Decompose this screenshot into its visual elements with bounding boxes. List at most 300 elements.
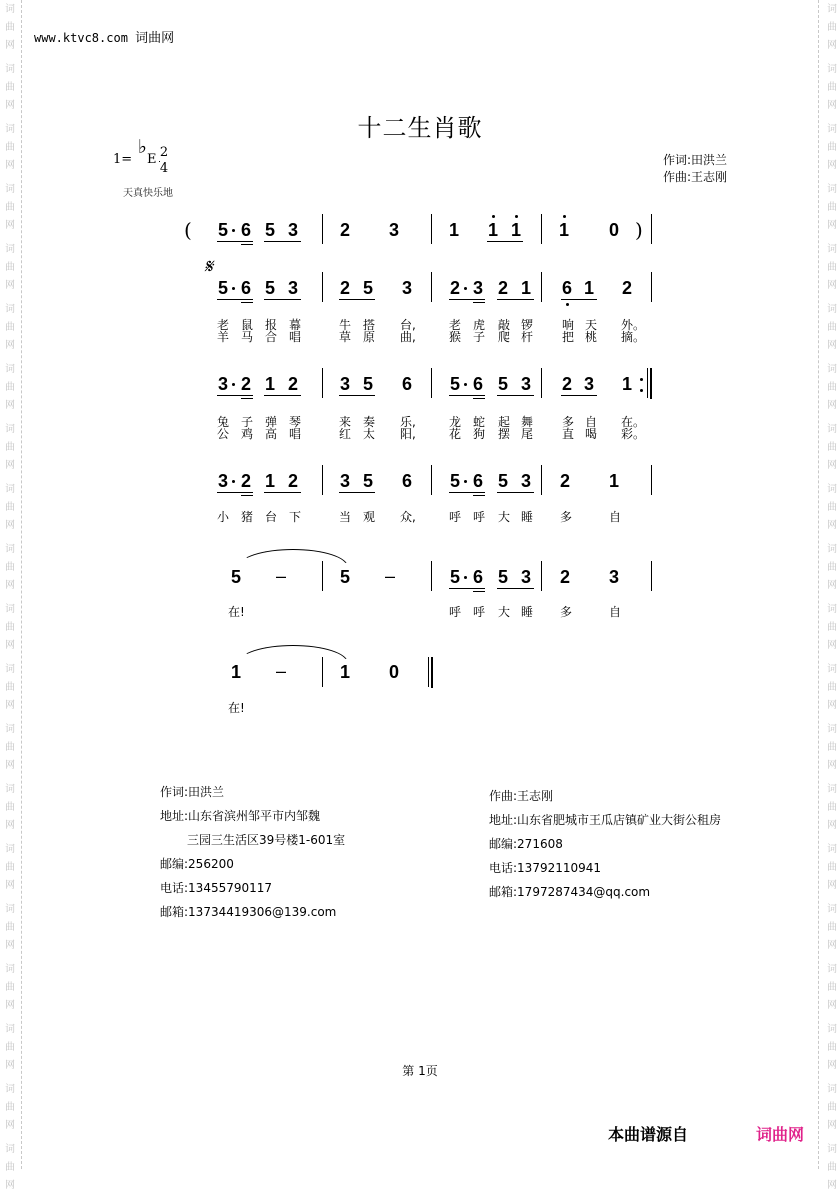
lyric: 原 — [362, 330, 375, 344]
lyric: 蛇 — [472, 415, 485, 429]
lyric: 龙 — [448, 415, 461, 429]
lyric: 子 — [472, 330, 485, 344]
dot — [232, 480, 235, 483]
watermark-glyph: 网 — [827, 700, 837, 711]
watermark-glyph: 曲 — [5, 502, 15, 513]
watermark-glyph: 曲 — [827, 202, 837, 213]
watermark-glyph: 词 — [5, 604, 15, 615]
note: 5 — [217, 220, 228, 240]
note: 3 — [520, 374, 531, 394]
lyric: 兔 — [216, 415, 229, 429]
high-dot — [515, 215, 518, 218]
lyricist-email: 邮箱:13734419306@139.com — [160, 905, 337, 919]
final-bar-thin — [428, 657, 429, 687]
lyric: 睡 — [520, 510, 533, 524]
lyric: 摆 — [497, 427, 510, 441]
watermark-glyph: 曲 — [5, 1042, 15, 1053]
note: 3 — [339, 471, 350, 491]
watermark-glyph: 曲 — [5, 802, 15, 813]
lyric: 大 — [497, 605, 510, 619]
watermark-glyph: 词 — [827, 604, 837, 615]
underline — [449, 395, 485, 396]
high-dot — [563, 215, 566, 218]
watermark-glyph: 曲 — [827, 982, 837, 993]
dash: – — [384, 566, 395, 586]
watermark-right — [820, 0, 840, 1191]
watermark-glyph: 词 — [5, 1084, 15, 1095]
watermark-glyph: 网 — [827, 880, 837, 891]
underline — [241, 244, 253, 245]
segno-icon: 𝄋 — [204, 254, 213, 278]
note: 2 — [240, 471, 251, 491]
watermark-glyph: 网 — [827, 1180, 837, 1191]
watermark-glyph: 网 — [827, 400, 837, 411]
watermark-glyph: 网 — [827, 640, 837, 651]
lyric: 敲 — [497, 318, 510, 332]
underline — [264, 241, 301, 242]
watermark-glyph: 词 — [827, 664, 837, 675]
watermark-glyph: 词 — [5, 64, 15, 75]
underline — [264, 395, 301, 396]
lyricist-contact — [160, 780, 345, 924]
watermark-glyph: 词 — [827, 424, 837, 435]
bar-line — [431, 465, 432, 495]
lyric: 摘。 — [621, 330, 646, 344]
watermark-glyph: 词 — [827, 904, 837, 915]
bar-line — [541, 214, 542, 244]
watermark-glyph: 曲 — [827, 1042, 837, 1053]
watermark-glyph: 词 — [827, 4, 837, 15]
bar-line — [322, 465, 323, 495]
underline — [339, 299, 375, 300]
lyricist-address-line2: 三园三生活区39号楼1-601室 — [187, 833, 346, 847]
lyricist-address: 地址:山东省滨州邹平市内邹魏 — [160, 809, 321, 823]
watermark-glyph: 词 — [827, 724, 837, 735]
note: 3 — [520, 471, 531, 491]
watermark-glyph: 词 — [827, 1024, 837, 1035]
underline — [241, 398, 253, 399]
lyric: 尾 — [520, 427, 533, 441]
watermark-glyph: 曲 — [827, 262, 837, 273]
lyric: 众, — [400, 510, 416, 524]
credits — [663, 152, 727, 186]
lyric: 下 — [288, 510, 301, 524]
note: 1 — [448, 220, 459, 240]
lyric: 呼 — [472, 605, 485, 619]
lyric: 老 — [448, 318, 461, 332]
watermark-glyph: 网 — [827, 760, 837, 771]
watermark-glyph: 词 — [5, 664, 15, 675]
lyric: 马 — [240, 330, 253, 344]
bar-line — [541, 561, 542, 591]
lyric: 桃 — [584, 330, 597, 344]
source-label: 本曲谱源自 — [608, 1125, 689, 1144]
underline — [449, 588, 485, 589]
close-paren: ) — [635, 218, 643, 242]
watermark-glyph: 词 — [5, 364, 15, 375]
watermark-glyph: 网 — [827, 940, 837, 951]
repeat-dot — [640, 378, 643, 381]
lyric: 乐, — [400, 415, 416, 429]
note: 0 — [388, 662, 399, 682]
bar-line — [651, 272, 652, 302]
note: 1 — [487, 220, 498, 240]
watermark-glyph: 词 — [827, 1084, 837, 1095]
underline — [487, 241, 523, 242]
note: 6 — [472, 471, 483, 491]
lyric: 爬 — [497, 330, 510, 344]
tie-arc — [238, 549, 348, 567]
underline — [264, 299, 301, 300]
bar-line — [322, 561, 323, 591]
note: 6 — [240, 220, 251, 240]
watermark-glyph: 网 — [827, 1120, 837, 1131]
bar-line — [651, 214, 652, 244]
watermark-glyph: 网 — [827, 340, 837, 351]
page-number: 第 1页 — [402, 1064, 438, 1078]
lyric: 唱 — [288, 427, 301, 441]
watermark-glyph: 曲 — [827, 502, 837, 513]
note: 5 — [449, 374, 460, 394]
note: 6 — [472, 567, 483, 587]
dot — [232, 287, 235, 290]
lyric: 猪 — [240, 510, 253, 524]
composer-email: 邮箱:1797287434@qq.com — [489, 885, 651, 899]
note: 5 — [362, 278, 373, 298]
watermark-glyph: 词 — [827, 244, 837, 255]
watermark-glyph: 词 — [5, 724, 15, 735]
watermark-glyph: 曲 — [827, 1102, 837, 1113]
watermark-glyph: 词 — [827, 304, 837, 315]
site-url: www.ktvc8.com — [34, 31, 128, 45]
dot — [464, 287, 467, 290]
underline — [473, 591, 485, 592]
note: 2 — [449, 278, 460, 298]
watermark-glyph: 网 — [827, 160, 837, 171]
watermark-glyph: 词 — [5, 184, 15, 195]
note: 2 — [287, 374, 298, 394]
underline — [217, 395, 253, 396]
watermark-glyph: 曲 — [827, 442, 837, 453]
watermark-glyph: 词 — [5, 904, 15, 915]
watermark-glyph: 词 — [5, 304, 15, 315]
watermark-glyph: 曲 — [827, 1162, 837, 1173]
bar-line — [322, 368, 323, 398]
watermark-glyph: 曲 — [827, 922, 837, 933]
note: 5 — [362, 374, 373, 394]
note: 1 — [558, 220, 569, 240]
time-top: 2 — [159, 145, 169, 160]
lyric: 羊 — [216, 330, 229, 344]
lyric: 观 — [362, 510, 375, 524]
watermark-glyph: 网 — [5, 580, 15, 591]
note: 6 — [401, 374, 412, 394]
composer-name: 作曲:王志刚 — [489, 789, 554, 803]
lyric: 花 — [448, 427, 461, 441]
underline — [449, 492, 485, 493]
lyric: 幕 — [288, 318, 301, 332]
lyric: 狗 — [472, 427, 485, 441]
dash: – — [275, 566, 286, 586]
watermark-glyph: 网 — [5, 340, 15, 351]
watermark-glyph: 曲 — [827, 862, 837, 873]
underline — [497, 395, 534, 396]
note: 5 — [339, 567, 350, 587]
note: 5 — [230, 567, 241, 587]
note: 6 — [401, 471, 412, 491]
note: 1 — [608, 471, 619, 491]
composer-phone: 电话:13792110941 — [489, 861, 602, 875]
watermark-glyph: 曲 — [827, 622, 837, 633]
watermark-glyph: 词 — [5, 544, 15, 555]
watermark-glyph: 曲 — [5, 82, 15, 93]
note: 5 — [449, 471, 460, 491]
lyric: 唱 — [288, 330, 301, 344]
watermark-glyph: 网 — [5, 1120, 15, 1131]
composer-contact — [489, 784, 721, 904]
lyric: 外。 — [621, 318, 646, 332]
lyric: 锣 — [520, 318, 533, 332]
watermark-glyph: 曲 — [827, 742, 837, 753]
lyric: 喝 — [584, 427, 597, 441]
note: 5 — [497, 471, 508, 491]
note: 1 — [339, 662, 350, 682]
watermark-glyph: 词 — [5, 844, 15, 855]
lyric: 多 — [559, 510, 572, 524]
lyric: 在! — [228, 701, 245, 715]
underline — [449, 299, 485, 300]
lyric: 搭 — [362, 318, 375, 332]
underline — [217, 492, 253, 493]
composer-postcode: 邮编:271608 — [489, 837, 563, 851]
note: 1 — [264, 374, 275, 394]
watermark-glyph: 网 — [827, 1000, 837, 1011]
lyric: 小 — [216, 510, 229, 524]
bar-line — [541, 465, 542, 495]
bar-line — [431, 214, 432, 244]
watermark-glyph: 曲 — [827, 142, 837, 153]
watermark-glyph: 词 — [827, 184, 837, 195]
lyric: 彩。 — [621, 427, 646, 441]
underline — [561, 299, 597, 300]
watermark-glyph: 词 — [827, 784, 837, 795]
watermark-glyph: 词 — [5, 484, 15, 495]
note: 3 — [287, 278, 298, 298]
lyric: 杆 — [520, 330, 533, 344]
composer-credit: 作曲:王志刚 — [663, 170, 728, 184]
time-bottom: 4 — [159, 161, 169, 176]
watermark-glyph: 曲 — [5, 1162, 15, 1173]
note: 1 — [230, 662, 241, 682]
key-prefix: 1= — [113, 152, 133, 167]
note: 5 — [449, 567, 460, 587]
bar-line — [322, 214, 323, 244]
watermark-glyph: 网 — [5, 640, 15, 651]
watermark-glyph: 网 — [827, 280, 837, 291]
watermark-glyph: 曲 — [827, 562, 837, 573]
underline — [264, 492, 301, 493]
dot — [464, 383, 467, 386]
watermark-glyph: 网 — [5, 1180, 15, 1191]
watermark-glyph: 曲 — [5, 982, 15, 993]
lyric: 高 — [264, 427, 277, 441]
source-brand-link[interactable]: 词曲网 — [756, 1125, 805, 1144]
note: 5 — [264, 278, 275, 298]
lyric: 多 — [559, 605, 572, 619]
high-dot — [492, 215, 495, 218]
underline — [497, 299, 534, 300]
dot — [232, 383, 235, 386]
note: 2 — [559, 471, 570, 491]
note: 5 — [362, 471, 373, 491]
lyric: 起 — [497, 415, 510, 429]
lyric: 鸡 — [240, 427, 253, 441]
watermark-glyph: 词 — [5, 124, 15, 135]
watermark-glyph: 曲 — [5, 742, 15, 753]
note: 6 — [561, 278, 572, 298]
note: 3 — [217, 374, 228, 394]
lyric: 把 — [561, 330, 574, 344]
lyric: 老 — [216, 318, 229, 332]
watermark-glyph: 网 — [827, 520, 837, 531]
underline — [339, 492, 375, 493]
watermark-glyph: 曲 — [827, 82, 837, 93]
lyric: 虎 — [472, 318, 485, 332]
lyric: 牛 — [338, 318, 351, 332]
lyric: 在。 — [621, 415, 646, 429]
lyricist-postcode: 邮编:256200 — [160, 857, 234, 871]
underline — [241, 495, 253, 496]
watermark-glyph: 网 — [5, 220, 15, 231]
watermark-glyph: 网 — [5, 760, 15, 771]
lyric: 曲, — [400, 330, 416, 344]
lyric: 子 — [240, 415, 253, 429]
watermark-glyph: 曲 — [827, 802, 837, 813]
lyricist-phone: 电话:13455790117 — [160, 881, 273, 895]
bar-line — [651, 561, 652, 591]
watermark-glyph: 网 — [5, 700, 15, 711]
lyric: 猴 — [448, 330, 461, 344]
watermark-glyph: 网 — [827, 580, 837, 591]
watermark-glyph: 词 — [827, 484, 837, 495]
underline — [473, 398, 485, 399]
watermark-glyph: 曲 — [5, 22, 15, 33]
note: 2 — [287, 471, 298, 491]
watermark-glyph: 网 — [5, 1000, 15, 1011]
lyric: 草 — [338, 330, 351, 344]
watermark-glyph: 网 — [827, 40, 837, 51]
lyric: 太 — [362, 427, 375, 441]
note: 1 — [264, 471, 275, 491]
site-name: 词曲网 — [135, 31, 175, 46]
flat-sign-icon: ♭ — [138, 136, 147, 158]
note: 2 — [621, 278, 632, 298]
lyric: 呼 — [472, 510, 485, 524]
margin-line-right — [818, 0, 819, 1169]
lyric: 报 — [264, 318, 277, 332]
lyric: 响 — [561, 318, 574, 332]
watermark-glyph: 词 — [5, 784, 15, 795]
note: 3 — [608, 567, 619, 587]
watermark-glyph: 网 — [5, 520, 15, 531]
underline — [561, 395, 597, 396]
lyric: 奏 — [362, 415, 375, 429]
watermark-glyph: 词 — [5, 424, 15, 435]
lyric: 在! — [228, 605, 245, 619]
watermark-glyph: 词 — [827, 1144, 837, 1155]
watermark-left — [0, 0, 22, 1191]
watermark-glyph: 网 — [827, 100, 837, 111]
note: 3 — [339, 374, 350, 394]
watermark-glyph: 词 — [827, 364, 837, 375]
bar-line — [431, 272, 432, 302]
watermark-glyph: 词 — [5, 1144, 15, 1155]
watermark-glyph: 曲 — [5, 862, 15, 873]
bar-line — [541, 368, 542, 398]
dot — [464, 576, 467, 579]
bar-line — [651, 465, 652, 495]
watermark-glyph: 曲 — [827, 322, 837, 333]
watermark-glyph: 网 — [5, 40, 15, 51]
underline — [473, 495, 485, 496]
tie-arc — [238, 645, 348, 663]
lyric: 合 — [264, 330, 277, 344]
lyric: 台, — [400, 318, 416, 332]
lyric: 自 — [608, 510, 621, 524]
watermark-glyph: 曲 — [827, 382, 837, 393]
watermark-glyph: 网 — [5, 820, 15, 831]
note: 1 — [621, 374, 632, 394]
note: 1 — [583, 278, 594, 298]
bar-line — [431, 561, 432, 591]
note: 3 — [287, 220, 298, 240]
lyric: 鼠 — [240, 318, 253, 332]
watermark-glyph: 曲 — [5, 682, 15, 693]
underline — [497, 588, 534, 589]
underline — [217, 241, 253, 242]
bar-line — [541, 272, 542, 302]
note: 2 — [561, 374, 572, 394]
lyric: 当 — [338, 510, 351, 524]
underline — [217, 299, 253, 300]
repeat-dot — [640, 389, 643, 392]
note: 3 — [583, 374, 594, 394]
repeat-bar-thin — [647, 368, 648, 398]
note: 2 — [559, 567, 570, 587]
note: 2 — [240, 374, 251, 394]
watermark-glyph: 网 — [5, 280, 15, 291]
watermark-glyph: 曲 — [5, 442, 15, 453]
watermark-glyph: 网 — [827, 1060, 837, 1071]
watermark-glyph: 词 — [5, 1024, 15, 1035]
low-dot — [566, 303, 569, 306]
watermark-glyph: 曲 — [5, 1102, 15, 1113]
note: 5 — [217, 278, 228, 298]
watermark-glyph: 曲 — [5, 202, 15, 213]
note: 2 — [339, 220, 350, 240]
watermark-glyph: 曲 — [5, 322, 15, 333]
open-paren: ( — [184, 218, 192, 242]
dot — [464, 480, 467, 483]
note: 3 — [401, 278, 412, 298]
watermark-glyph: 曲 — [5, 622, 15, 633]
time-divider — [159, 161, 160, 162]
watermark-glyph: 网 — [5, 400, 15, 411]
lyric: 呼 — [448, 605, 461, 619]
underline — [241, 302, 253, 303]
watermark-glyph: 词 — [827, 964, 837, 975]
note: 3 — [472, 278, 483, 298]
